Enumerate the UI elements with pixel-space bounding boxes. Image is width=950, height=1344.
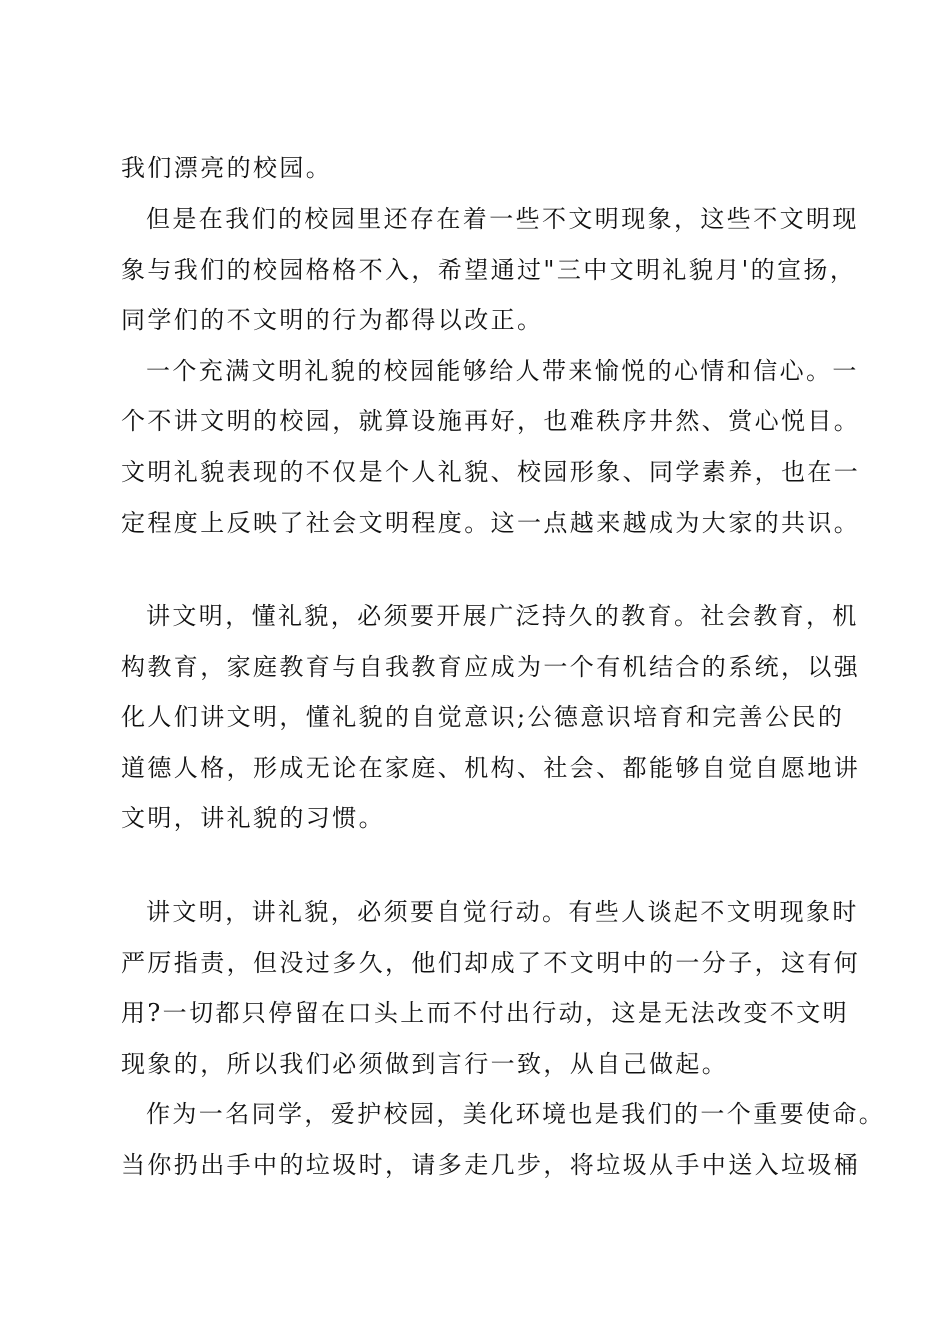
text-line: 文明，讲礼貌的习惯。 xyxy=(121,804,385,832)
text-line: 道德人格，形成无论在家庭、机构、社会、都能够自觉自愿地讲 xyxy=(121,754,861,782)
text-line: 构教育，家庭教育与自我教育应成为一个有机结合的系统，以强 xyxy=(121,653,861,681)
text-line: 化人们讲文明，懂礼貌的自觉意识;公德意识培育和完善公民的 xyxy=(121,703,845,731)
text-line: 但是在我们的校园里还存在着一些不文明现象，这些不文明现 xyxy=(146,205,859,233)
text-line: 文明礼貌表现的不仅是个人礼貌、校园形象、同学素养，也在一 xyxy=(121,458,861,486)
text-line: 讲文明，懂礼貌，必须要开展广泛持久的教育。社会教育，机 xyxy=(146,602,859,630)
text-line: 作为一名同学，爱护校园，美化环境也是我们的一个重要使命。 xyxy=(146,1100,886,1128)
text-line: 定程度上反映了社会文明程度。这一点越来越成为大家的共识。 xyxy=(121,509,861,537)
text-line: 一个充满文明礼貌的校园能够给人带来愉悦的心情和信心。一 xyxy=(146,357,859,385)
text-line: 个不讲文明的校园，就算设施再好，也难秩序井然、赏心悦目。 xyxy=(121,407,861,435)
text-line: 用?一切都只停留在口头上而不付出行动，这是无法改变不文明 xyxy=(121,999,850,1027)
text-line: 象与我们的校园格格不入，希望通过"三中文明礼貌月'的宣扬， xyxy=(121,256,857,284)
text-line: 当你扔出手中的垃圾时，请多走几步，将垃圾从手中送入垃圾桶 xyxy=(121,1151,861,1179)
text-line: 同学们的不文明的行为都得以改正。 xyxy=(121,306,544,334)
text-line: 严厉指责，但没过多久，他们却成了不文明中的一分子，这有何 xyxy=(121,949,861,977)
text-line: 我们漂亮的校园。 xyxy=(121,154,333,182)
text-line: 现象的，所以我们必须做到言行一致，从自己做起。 xyxy=(121,1050,729,1078)
text-line: 讲文明，讲礼貌，必须要自觉行动。有些人谈起不文明现象时 xyxy=(146,898,859,926)
